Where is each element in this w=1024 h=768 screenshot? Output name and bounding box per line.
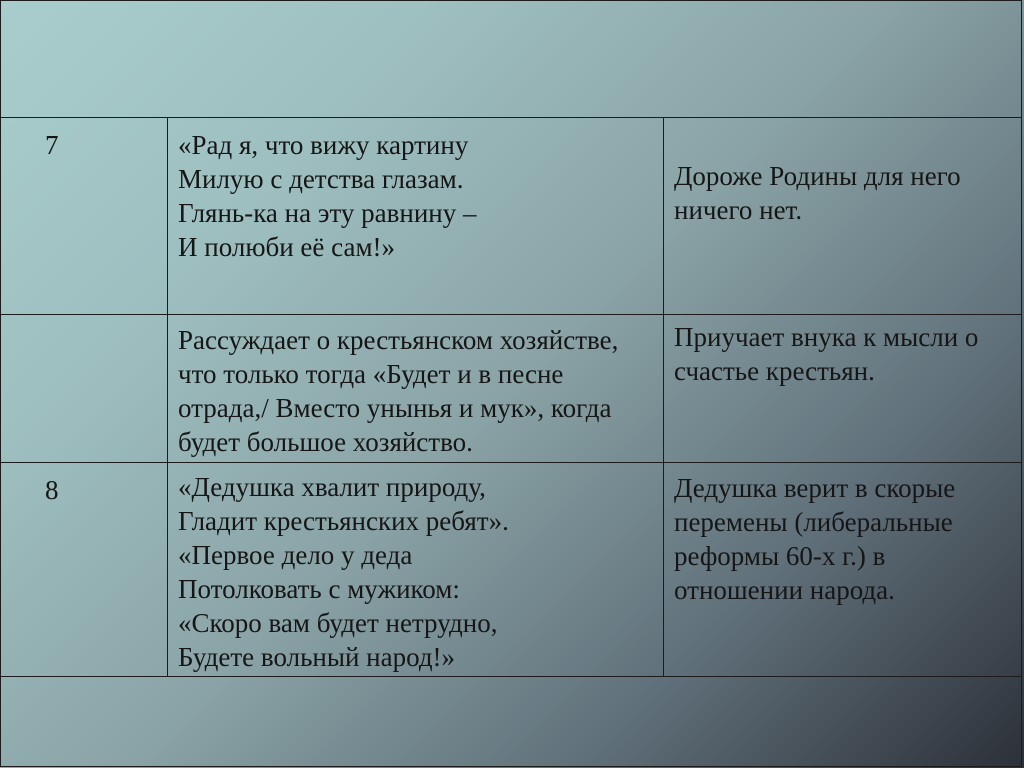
meaning-cell xyxy=(664,315,1022,463)
table-row xyxy=(1,315,1022,463)
quote-line: Потолковать с мужиком: xyxy=(178,574,460,604)
table-row-empty-bottom xyxy=(1,677,1022,767)
number-cell xyxy=(1,315,168,463)
quote-cell xyxy=(168,315,664,463)
empty-cell xyxy=(1,1,1022,118)
quote-line: отрада,/ Вместо унынья и мук», когда xyxy=(178,393,612,423)
table-row xyxy=(1,463,1022,677)
quote-line: Гладит крестьянских ребят». xyxy=(178,506,509,536)
quote-line: что только тогда «Будет и в песне xyxy=(178,359,564,389)
quote-line: «Рад я, что вижу картину xyxy=(178,130,469,160)
meaning-line: Дороже Родины для него xyxy=(674,161,961,191)
table-row-empty-top xyxy=(1,1,1022,118)
meaning-line: отношении народа. xyxy=(674,575,895,605)
meaning-line: Дедушка верит в скорые xyxy=(674,473,956,503)
quote-line: Будете вольный народ!» xyxy=(178,642,456,672)
table-row xyxy=(1,118,1022,315)
meaning-cell xyxy=(664,118,1022,315)
meaning-line: перемены (либеральные xyxy=(674,507,953,537)
quote-line: «Дедушка хвалит природу, xyxy=(178,472,486,502)
meaning-line: реформы 60-х г.) в xyxy=(674,541,886,571)
empty-cell xyxy=(1,677,1022,767)
quote-line: будет большое хозяйство. xyxy=(178,427,473,457)
quote-line: «Скоро вам будет нетрудно, xyxy=(178,608,498,638)
quote-cell xyxy=(168,118,664,315)
quote-line: Глянь-ка на эту равнину – xyxy=(178,198,477,228)
quote-line: Милую с детства глазам. xyxy=(178,164,464,194)
meaning-line: ничего нет. xyxy=(674,195,803,225)
meaning-line: счастье крестьян. xyxy=(674,356,875,386)
number-cell xyxy=(1,118,168,315)
row-number: 7 xyxy=(45,130,59,160)
quote-line: «Первое дело у деда xyxy=(178,540,413,570)
quote-line: И полюби её сам!» xyxy=(178,232,396,262)
quote-line: Рассуждает о крестьянском хозяйстве, xyxy=(178,325,619,355)
number-cell xyxy=(1,463,168,677)
meaning-line: Приучает внука к мысли о xyxy=(674,322,979,352)
quote-cell xyxy=(168,463,664,677)
meaning-cell xyxy=(664,463,1022,677)
row-number xyxy=(1,315,167,325)
row-number: 8 xyxy=(45,475,59,505)
